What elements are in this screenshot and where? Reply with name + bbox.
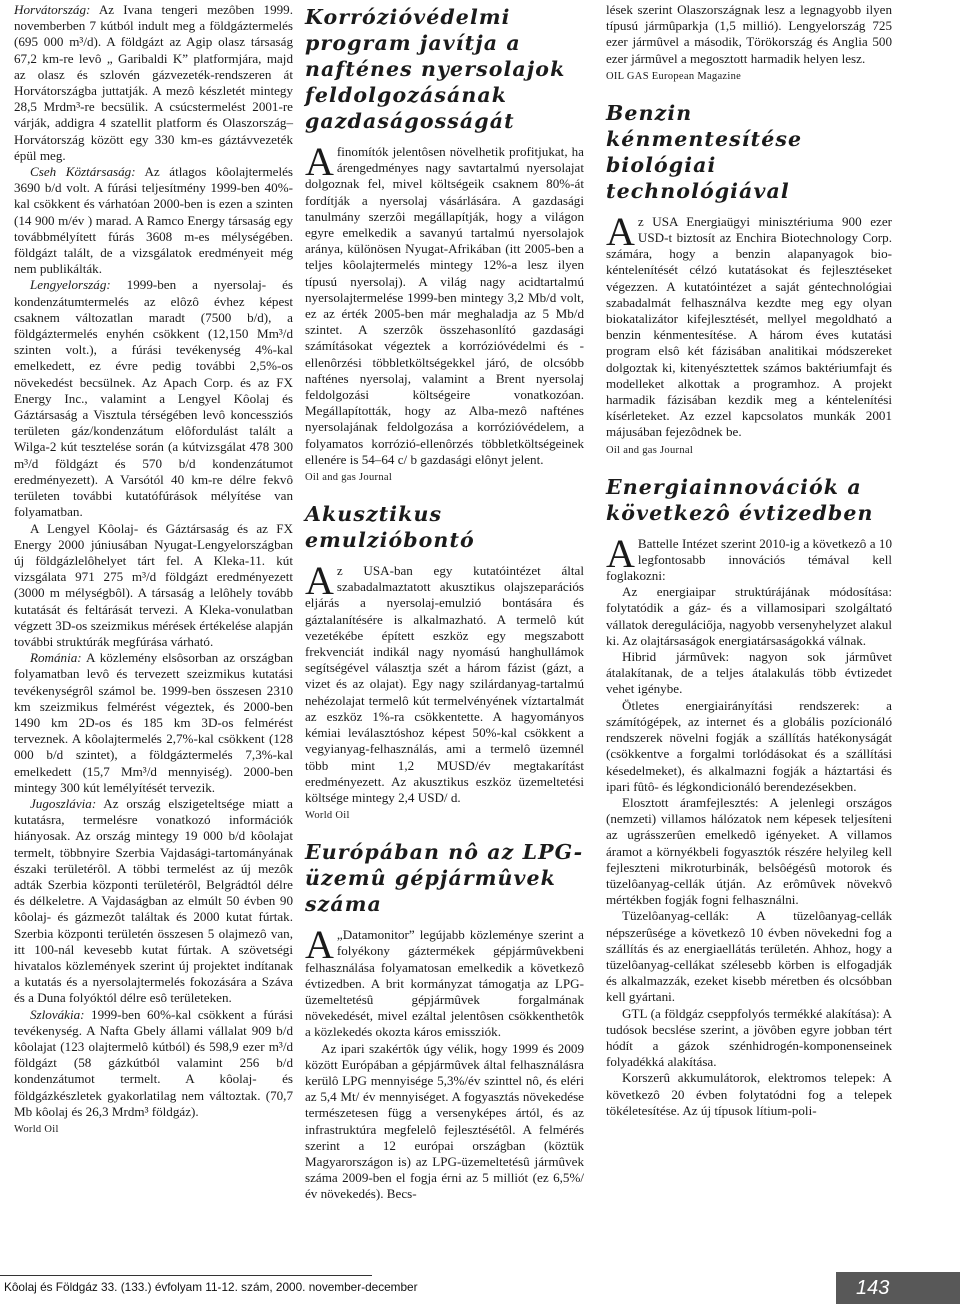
source-credit: Oil and gas Journal (606, 444, 694, 456)
paragraph-text: finomítók jelentôsen növelhetik profitjukat, ha árengedményes nagy savtartalmú nyersolajat dolgoznak fel, mivel költségeik csaknem 80%-át fordítják a nyersolaj vásárlására. A gazdasági tanulmány szerzôi megállapítják, hogy a világon egyre emelkedik a savanyú tartalmú nyersolajok aránya, különösen Nyugat-Afrikában (itt 2005-ben a teljes kôolajtermelés mintegy 12%-a lesz ilyen típusú nyersolaj). A világ nagy acidtartalmú nyersolajtermelése 1999-ben mintegy 3,2 Mb/d volt, ez az érték 2005-ben már meghaladja az 5 Mb/d szintet. A szerzôk összehasonlító gazdasági számításokat végeztek a korrózióvédelmi és -ellenôrzési többletköltségekkel járó, de olcsóbb nafténes nyersolaj, valamint a Brent nyersolaj feldolgozási költségeire vonatkozóan. Megállapították, hogy az Alba-mezô nafténes nyersolajának feldolgozása a korrózióvédelem, a folyamatos korrózió-ellenôrzés többletköltségeinek ellenére is 54–64 c/ b gazdasági elônyt jelent. (305, 144, 584, 467)
article-title: Korrózióvédelmi program javítja a nafténes nyersolajok feldolgozásának gazdaságosságát (305, 5, 566, 133)
source-credit: World Oil (305, 810, 350, 822)
column-left (14, 2, 293, 1139)
article-paragraph: Ötletes energiairányítási rendszerek: a számítógépek, az internet és a globális pozícionáló rendszerek növelni fogják a szállítás hatékonyságát (csökkentve a forgalmi torlódásokat és a szállítási késedelmeket), és alkalmazni fogják a háztartási és ipari fûtô- és légkondicionáló berendezésekben. (606, 697, 892, 794)
paragraph-text: Az ország elszigeteltsége miatt a kutatásra, termelésre vonatkozó információk hiányosak. Az ország mintegy 19 000 b/d kôolajat termelt, többnyire Szerbia Vajdasági-tartományának északi területérôl. A többi termelést az új mezôk adták Szerbia központi területérôl, Belgrádtól délre és délkeletre. A Vajdaságban az elmúlt 50 évben 90 kôolaj- és gázmezôt találtak és 2000 kutat fúrtak. Szerbia központi területén összesen 5 olajmezô van, itt 100-nál kevesebb kutat fúrtak. A szövetségi hivatalos közlemények szerint új projektet indítanak a kutatás és a nyersolajtermelés fokozására a Száva és a Duna folyóktól délre esô területeken. (14, 795, 293, 1006)
paragraph-text: z USA Energiaügyi minisztériuma 900 ezer USD-t biztosít az Enchira Biotechnology Corp. számára, hogy a benzin alapanyagok bio-kéntelenítését célzó kutatásokat és fejlesztéseket végezzen. A kutatóintézet a saját géntechnológiai szabadalmát felhasználva kezdte meg egy olyan biokatalizátor kifejlesztését, mellyel megoldható a benzin kénmentesítése. A három éves kutatási program elsô két fázisában analitikai módszereket dolgoztak ki, kitenyésztettek számos baktériumfajt és modelleket alkottak a programhoz. A projekt harmadik fázisában kezdik meg a kéntelenítési kísérleteket. Az ezzel kapcsolatos munkák 2001 májusában fejezôdnek be. (606, 213, 892, 440)
country-label: Horvátország: (14, 2, 91, 17)
paragraph-text: 1999-ben 60%-kal csökkent a fúrási tevékenység. A Nafta Gbely állami vállalat 909 b/d kôolajat (123 olajtermelô kútból) és 598,9 ezer m³/d földgázt (58 gázkútból valamint 256 b/d kondenzátumot termelt. A kôolaj- és földgázkészletek gyakorlatilag nem változtak. (70,7 Mb kôolaj és 26,3 Mrdm³ földgáz). (14, 1006, 293, 1119)
paragraph-slovakia (14, 1007, 293, 1120)
article-paragraph: Elosztott áramfejlesztés: A jelenlegi országos (nemzeti) villamos hálózatok nem képesek teljesíteni az ugrásszerûen emelkedô igényeket. A villamos áramot a környékbeli fogyasztók részére helyileg kell fejleszteni mikroturbinák, belsôégésû motorok és tüzelôanyag-cellák útján. Az erômûvek növekvô mértékben fogják fogni felhasználni. (606, 794, 892, 908)
article-paragraph: Az ipari szakértôk úgy vélik, hogy 1999 és 2009 között Európában a gépjármûvek által felhasználásra kerülô LPG mennyisége 5,3%/év szinttel nô, és eléri az 5,4 Mt/ év mennyiséget. A fogyasztás növekedése természetesen függ a versenyképes ártól, és az infrastruktúra megfelelô fejlesztésétôl. A felmérés szerint a 12 európai országban (köztük Magyarországon is) az LPG-üzemeltetésû jármûvek száma 2009-ben el fogja érni az 5 milliót (ez 6,5%/év növekedés). Becs- (305, 1040, 584, 1202)
article-paragraph (606, 208, 892, 441)
paragraph-text: Az átlagos kôolajtermelés 3690 b/d volt. A fúrási teljesítmény 1999-ben 40%-kal csökkent és várhatóan 2000-ben is ezen a szinten (14 900 m/év ) marad. A Ramco Energy társaság egy továbbmélyített fúrás 3608 m-es mélységében. földgázt talált, de a vizsgálatok eredményeit még nem publikálták. (14, 164, 293, 277)
article-paragraph (305, 558, 584, 806)
article-title: Energiainnovációk a következô évtizedben (606, 474, 874, 525)
drop-cap: A (305, 139, 334, 184)
paragraph-text: „Datamonitor” legújabb közleménye szerint a folyékony gáztermékek gépjármûvekbeni felhasználása folyamatosan emelkedik a következô évtizedben. A brit kormányzat támogatja az LPG-üzemeltetésû gépjármûvek forgalmának növekedését, mivel ezáltal jelentôsen csökkenthetôk a közlekedés okozta káros emissziók. (305, 927, 584, 1040)
article-paragraph: GTL (a földgáz cseppfolyós termékké alakítása): A tudósok becslése szerint, a jövôben egyre jobban tért hódít a gázok szénhidrogén-komponenseinek folyadékká alakítása. (606, 1005, 892, 1070)
paragraph-poland-2: A Lengyel Kôolaj- és Gáztársaság és az FX Energy 2000 júniusában Nyugat-Lengyelországban új földgázlelôhelyet tárt fel. A Kleka-11. kút vizsgálata 971 275 m³/d földgázt eredményezett (3000 m mélységbôl). A társaság a lelôhely tovább kutatását és feltárását tervezi. A Kleka-vonulatban végzett 3D-os szeizmikus mérések értékelése alapján további struktúrák megfúrása várható. (14, 520, 293, 649)
article-paragraph: Korszerû akkumulátorok, elektromos telepek: A következô 20 évben folytatódni fog a telepek tökéletesítése. Az új típusok lítium-poli- (606, 1070, 892, 1118)
paragraph-romania (14, 650, 293, 796)
article-title: Benzin kénmentesítése biológiai technológiával (606, 100, 803, 203)
country-label: Cseh Köztársaság: (30, 164, 136, 180)
paragraph-poland (14, 277, 293, 520)
paragraph-czech (14, 164, 293, 277)
paragraph-text: Battelle Intézet szerint 2010-ig a következô a 10 legfontosabb innovációs témával kell foglakozni: (606, 535, 892, 584)
source-credit: Oil and gas Journal (305, 472, 393, 484)
country-label: Románia: (30, 650, 82, 666)
article-paragraph: Hibrid jármûvek: nagyon sok jármûvet átalakítanak, de a teljes átalakulás több évtizedet vehet igénybe. (606, 649, 892, 697)
country-label: Szlovákia: (30, 1006, 85, 1022)
article-paragraph (305, 139, 584, 468)
paragraph-croatia (14, 2, 293, 164)
column-right (606, 2, 892, 1119)
paragraph-text: z USA-ban egy kutatóintézet által szabadalmaztatott akusztikus olajszeparációs eljárás a nyersolaj-emulzió bontására és gáztalanítésére is alkalmazható. A termelô kút vezetékébe épített eszköz egy megszabott frekvenciát indikál nagy nyomású hanghullámok segítségével választja szét a három fázist (gázt, a vizet és az olajat). Egy nagy szilárdanyag-tartalmú nehézolajat termelô kút termelvényének víztartalmát az eszköz 1%-ra csökkentette. A hagyományos kémiai leválasztóshoz képest 50%-kal csökkent a vegyianyag-felhasználás, ami a termelô üzemnél több mint 1,2 MUSD/év megtakarítást eredményezett. Az akusztikus eszköz üzemeltetési költsége mintegy 2,4 USD/ d. (305, 563, 584, 805)
article-paragraph: lések szerint Olaszországnak lesz a legnagyobb ilyen típusú jármûparkja (1,5 millió). Lengyelország 725 ezer jármûvel a második, Törökország és Anglia 500 ezer jármûvel a megosztott harmadik helyen lesz. (606, 2, 892, 66)
source-credit: OIL GAS European Magazine (606, 70, 742, 82)
article-title: Európában nô az LPG-üzemû gépjármûvek száma (305, 840, 584, 917)
article-paragraph (606, 530, 892, 585)
footer-divider (0, 1275, 372, 1276)
paragraph-text: Az Ivana tengeri mezôben 1999. novemberben 7 kútból indult meg a földgáztermelés (695 000 m³/d). A földgázt az Agip olasz társaság 67,2 km-re levô „ Garibaldi K” platformjára, majd az olasz és szlovén gázvezeték-rendszeren át Horvátországba juttatják. A mezô készletét mintegy 28,5 Mrdm³-re becsülik. A csúcstermelést 2001-re várják, addigra 4 szatellit platform és Olaszország–Horvátország között egy 330 km-es gáztávvezeték épül meg. (14, 2, 293, 163)
drop-cap: A (305, 558, 334, 604)
country-label: Jugoszlávia: (30, 795, 97, 811)
paragraph-text: A közlemény elsôsorban az országban folyamatban levô és tervezett szeizmikus kutatási tevékenységrôl számol be. 1999-ben összesen 2310 km szeizmikus felmérést végeztek, és 2000-ben 1490 km 2D-os és 185 km 3D-os felmérést terveznek. A kôolajtermelés 2,7%-kal csökkent (128 000 b/d szintet), a földgáztermelés 7,3%-kal emelkedett (15,7 Mm³/d mennyiség). 2000-ben mintegy 300 kút lemélyítését tervezik. (14, 650, 293, 795)
paragraph-text: 1999-ben a nyersolaj- és kondenzátumtermelés az elôzô évhez képest csaknem változatlan maradt (7500 b/d), a földgáztermelés enyhén csökkent (12,150 Mm³/d szinten volt.), a fúrási tevékenység 4%-kal emelkedett, ez évre pedig további 2,5%-os növekedést becsülnek. Az Apach Corp. és az FX Energy Inc., valamint a Lengyel Kôolaj és Gáztársaság a Visztula térségében levô koncessziós területen gáz/kondenzátum elôfordulást talált a Wilga-2 kút tesztelése során (a kútvizsgálat 478 300 m³/d földgázt és 570 b/d kondenzátumot eredményezett). A Varsótól 40 km-re délre fekvô területen további kutatófúrások mélyítése van folyamatban. (14, 277, 293, 520)
source-credit: World Oil (14, 1124, 59, 1136)
article-paragraph: Az energiaipar struktúrájának módosítása: folytatódik a gáz- és a villamosipari szolgáltató vállatok dereguláciőja, nagyobb versenyhelyzet alakul ki. Az olajtársaságok energiatársaságokká válnak. (606, 584, 892, 648)
paragraph-yugoslavia (14, 796, 293, 1007)
column-middle (305, 2, 584, 1203)
page-number: 143 (856, 1277, 890, 1299)
country-label: Lengyelország: (30, 277, 111, 293)
article-title: Akusztikus emulzióbontó (305, 502, 475, 553)
article-paragraph (305, 922, 584, 1040)
drop-cap: A (305, 922, 334, 968)
drop-cap: A (606, 208, 635, 254)
drop-cap: A (606, 530, 635, 576)
article-paragraph: Tüzelôanyag-cellák: A tüzelôanyag-cellák népszerûsége a következô 10 évben növekedni fog a szállítás és az energiaellátás területén. Ahhoz, hogy a tüzelôanyag-cellákat szélesebb körben is elfogadják és alkalmazzák, ezeket kisebb méretben és olcsóbban kell gyártani. (606, 908, 892, 1005)
journal-citation: Kôolaj és Földgáz 33. (133.) évfolyam 11-12. szám, 2000. november-december (4, 1280, 418, 1294)
